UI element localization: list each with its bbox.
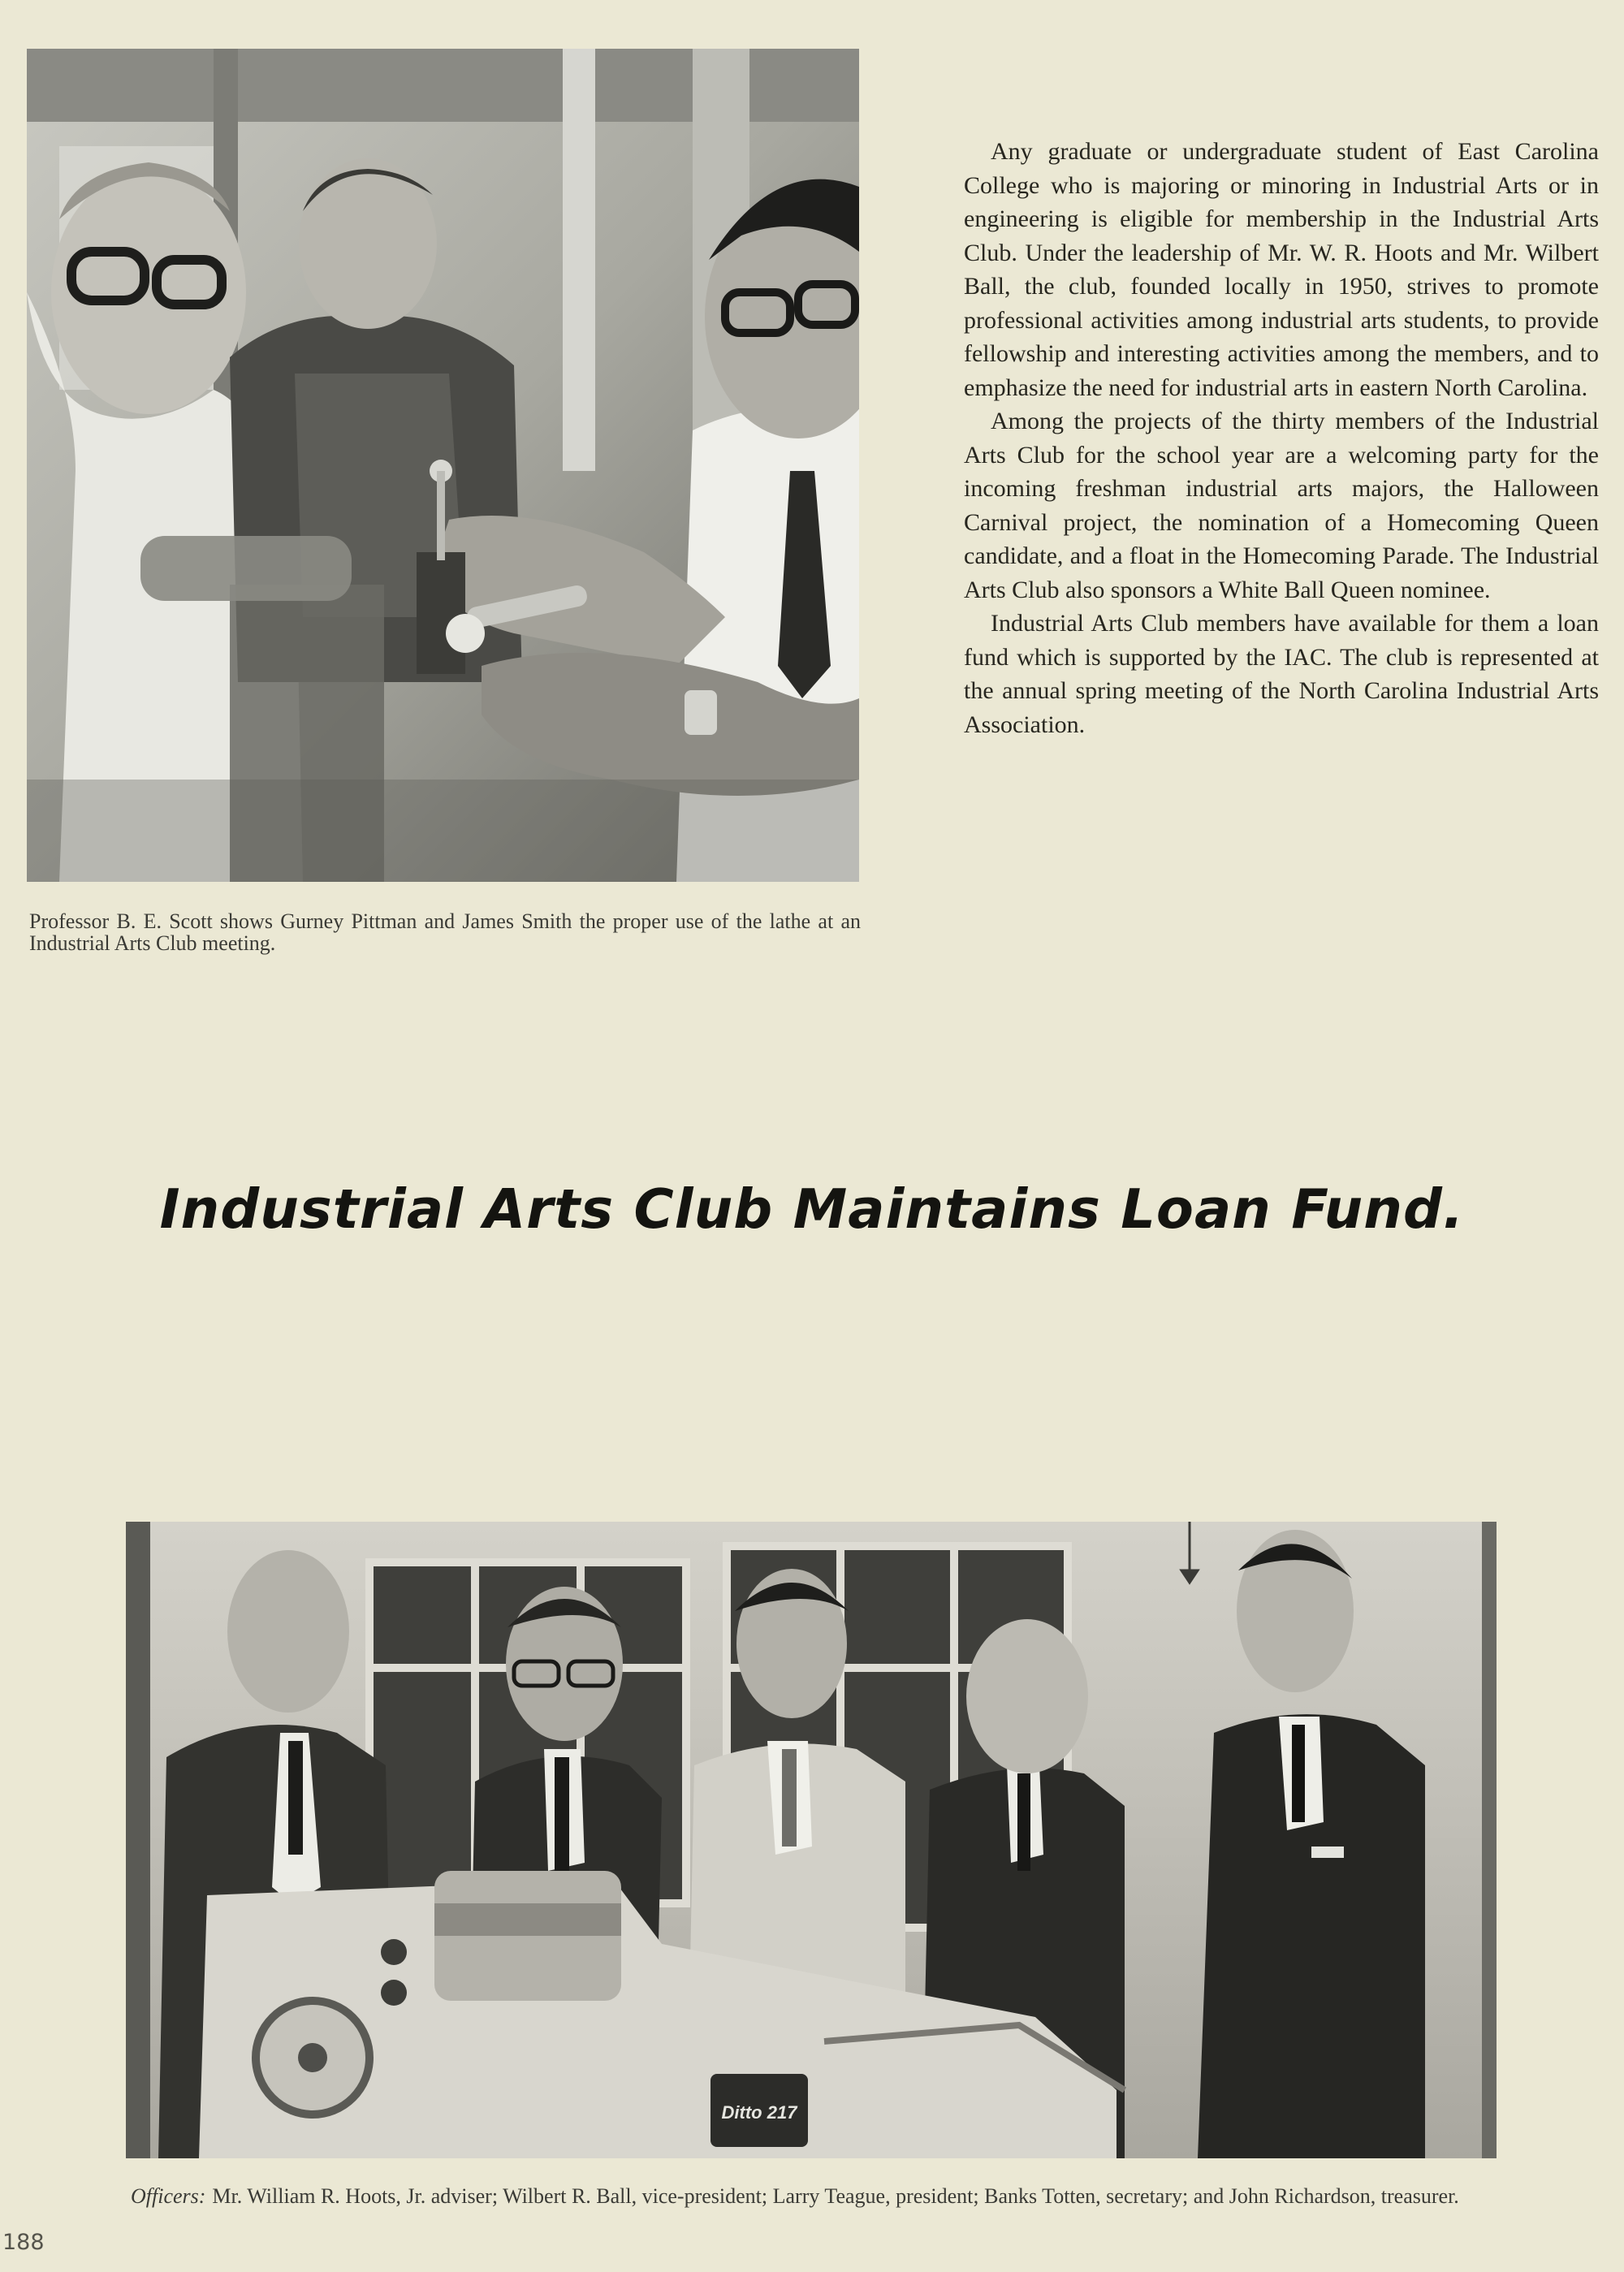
caption-text: Mr. William R. Hoots, Jr. adviser; Wilbert R. Ball, vice-president; Larry Teague, president; Banks Totten, secretary; and John Richardson, treasurer.	[212, 2184, 1459, 2208]
club-officers-photo	[126, 1522, 1497, 2158]
page-headline: Industrial Arts Club Maintains Loan Fund.	[159, 1177, 1465, 1241]
article-paragraph: Any graduate or undergraduate student of East Carolina College who is majoring or minoring in Industrial Arts or in engineering is eligible for membership in the Industrial Arts Club. Under the leadership of Mr. W. R. Hoots and Mr. Wilbert Ball, the club, founded locally in 1950, strives to promote professional activities among industrial arts students, to provide fellowship and interesting activities among the members, and to emphasize the need for industrial arts in eastern North Carolina.	[964, 138, 1599, 401]
page-number: 188	[2, 2230, 45, 2255]
lathe-demonstration-photo	[27, 49, 859, 882]
machine-label: Ditto 217	[721, 2102, 797, 2123]
caption-label: Officers:	[131, 2184, 206, 2208]
bottom-photo-caption	[131, 2185, 1499, 2207]
article-paragraph: Industrial Arts Club members have available for them a loan fund which is supported by the IAC. The club is represented at the annual spring meeting of the North Carolina Industrial Arts Association.	[964, 610, 1599, 738]
article-paragraph: Among the projects of the thirty members of the Industrial Arts Club for the school year are a welcoming party for the incoming freshman industrial arts majors, the Halloween Carnival project, the nomination of a Homecoming Queen candidate, and a float in the Homecoming Parade. The Industrial Arts Club also sponsors a White Ball Queen nominee.	[964, 408, 1599, 603]
top-photo-caption: Professor B. E. Scott shows Gurney Pittman and James Smith the proper use of the lathe at an Industrial Arts Club meeting.	[29, 909, 861, 955]
article-body	[964, 135, 1599, 741]
